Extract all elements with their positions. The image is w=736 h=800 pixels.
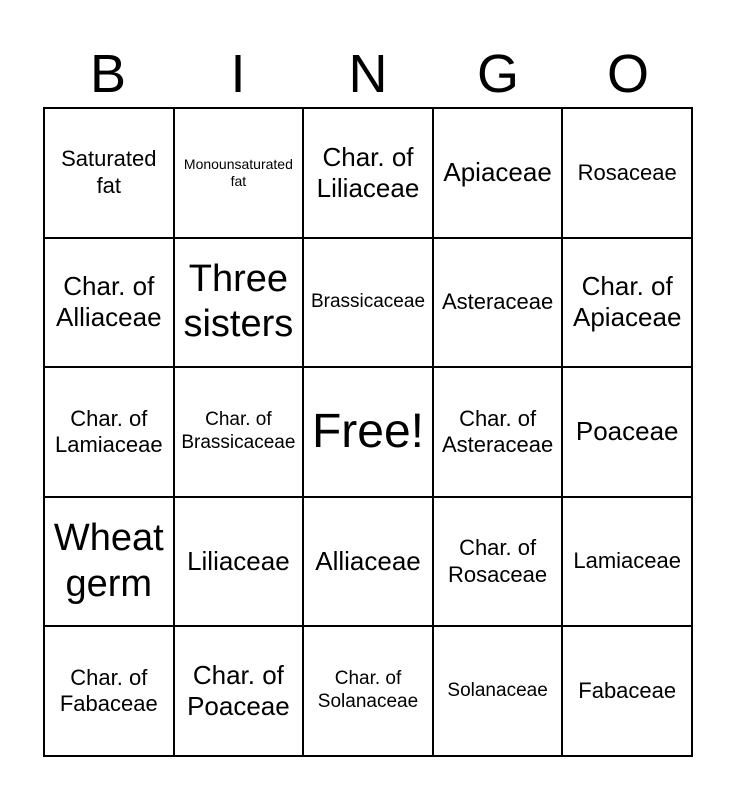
bingo-cell-label: Solanaceae bbox=[447, 679, 548, 701]
header-letter-n: N bbox=[348, 44, 388, 104]
bingo-board bbox=[43, 107, 693, 757]
bingo-cell-r2-c0[interactable] bbox=[44, 367, 174, 497]
bingo-cell-label: Char. of Poaceae bbox=[187, 660, 290, 722]
bingo-cell-r4-c4[interactable] bbox=[562, 626, 692, 756]
bingo-cell-r4-c2[interactable] bbox=[303, 626, 433, 756]
bingo-cell-label: Liliaceae bbox=[187, 546, 290, 576]
header-letter-b: B bbox=[89, 44, 127, 104]
bingo-cell-r2-c4[interactable] bbox=[562, 367, 692, 497]
bingo-cell-r0-c3[interactable] bbox=[433, 108, 563, 238]
bingo-cell-r0-c1[interactable] bbox=[174, 108, 304, 238]
bingo-cell-r0-c4[interactable] bbox=[562, 108, 692, 238]
bingo-cell-label: Lamiaceae bbox=[573, 548, 682, 574]
bingo-cell-r1-c4[interactable] bbox=[562, 238, 692, 368]
bingo-cell-label: Char. of Asteraceae bbox=[441, 405, 554, 457]
bingo-cell-label: Three sisters bbox=[183, 257, 294, 346]
bingo-cell-label: Char. of Alliaceae bbox=[56, 271, 162, 333]
header-letter-i: I bbox=[230, 44, 246, 104]
bingo-cell-r1-c0[interactable] bbox=[44, 238, 174, 368]
bingo-cell-label: Char. of Fabaceae bbox=[59, 664, 158, 717]
bingo-cell-r3-c3[interactable] bbox=[433, 497, 563, 627]
bingo-cell-r3-c0[interactable] bbox=[44, 497, 174, 627]
bingo-cell-label: Rosaceae bbox=[577, 159, 677, 185]
bingo-cell-r1-c1[interactable] bbox=[174, 238, 304, 368]
bingo-cell-label: Alliaceae bbox=[315, 546, 421, 576]
bingo-cell-label: Wheat germ bbox=[53, 517, 164, 605]
bingo-cell-r4-c1[interactable] bbox=[174, 626, 304, 756]
header-letter-o: O bbox=[606, 44, 649, 104]
bingo-cell-r2-c2[interactable] bbox=[303, 367, 433, 497]
bingo-cell-label: Char. of Brassicaceae bbox=[181, 409, 296, 453]
bingo-cell-label: Apiaceae bbox=[443, 157, 552, 188]
header-letter-g: G bbox=[476, 44, 519, 104]
bingo-cell-label: Brassicaceae bbox=[310, 290, 426, 312]
bingo-cell-label: Char. of Lamiaceae bbox=[54, 405, 163, 457]
bingo-cell-r1-c2[interactable] bbox=[303, 238, 433, 368]
bingo-header bbox=[43, 40, 693, 108]
bingo-cell-label: Asteraceae bbox=[441, 289, 554, 315]
bingo-cell-label: Char. of Solanaceae bbox=[317, 668, 419, 713]
bingo-cell-label: Poaceae bbox=[575, 416, 679, 447]
bingo-cell-r1-c3[interactable] bbox=[433, 238, 563, 368]
bingo-cell-r2-c1[interactable] bbox=[174, 367, 304, 497]
bingo-cell-r3-c4[interactable] bbox=[562, 497, 692, 627]
bingo-cell-label: Char. of Rosaceae bbox=[448, 535, 548, 587]
bingo-cell-r0-c2[interactable] bbox=[303, 108, 433, 238]
bingo-cell-r3-c1[interactable] bbox=[174, 497, 304, 627]
bingo-cell-label: Free! bbox=[311, 405, 424, 459]
bingo-cell-label: Fabaceae bbox=[578, 678, 677, 703]
bingo-cell-label: Char. of Liliaceae bbox=[316, 141, 420, 203]
bingo-cell-label: Monounsaturated fat bbox=[183, 156, 293, 189]
bingo-cell-r0-c0[interactable] bbox=[44, 108, 174, 238]
bingo-cell-r3-c2[interactable] bbox=[303, 497, 433, 627]
bingo-cell-r2-c3[interactable] bbox=[433, 367, 563, 497]
bingo-cell-label: Saturated fat bbox=[61, 146, 157, 198]
bingo-cell-label: Char. of Apiaceae bbox=[572, 271, 682, 333]
bingo-cell-r4-c0[interactable] bbox=[44, 626, 174, 756]
bingo-cell-r4-c3[interactable] bbox=[433, 626, 563, 756]
